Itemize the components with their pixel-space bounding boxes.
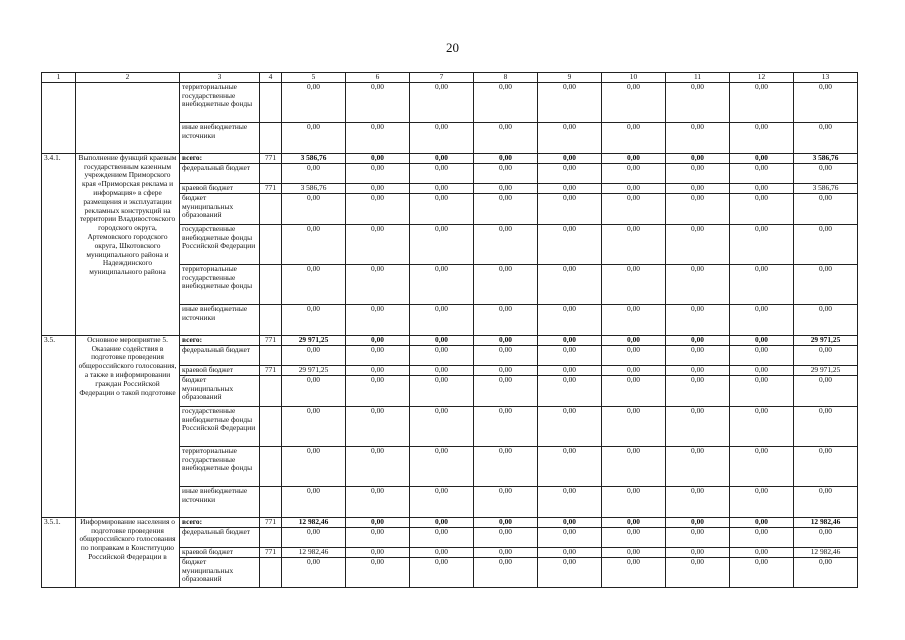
amount-cell: 0,00 [410, 224, 474, 264]
amount-cell: 12 982,46 [282, 547, 346, 557]
amount-cell: 0,00 [730, 153, 794, 163]
amount-cell: 0,00 [282, 304, 346, 335]
amount-cell: 0,00 [666, 193, 730, 224]
budget-code: 771 [260, 153, 282, 163]
amount-cell: 0,00 [282, 82, 346, 122]
amount-cell: 0,00 [666, 304, 730, 335]
budget-code [260, 304, 282, 335]
amount-cell: 12 982,46 [794, 517, 858, 527]
amount-cell: 0,00 [346, 193, 410, 224]
column-header: 3 [180, 73, 260, 83]
amount-cell: 0,00 [346, 153, 410, 163]
amount-cell: 0,00 [602, 122, 666, 153]
amount-cell: 0,00 [730, 122, 794, 153]
amount-cell: 0,00 [410, 557, 474, 587]
column-header: 1 [42, 73, 76, 83]
column-header: 9 [538, 73, 602, 83]
amount-cell: 0,00 [282, 375, 346, 406]
amount-cell: 29 971,25 [282, 365, 346, 375]
item-description: Выполнение функций краевым государственным казенным учреждением Приморского края «Приморская реклама и информация» в сфере размещения и эксплуатации рекламных конструкций на территории Владивостокского городского округа, Артемовского городского округа, Шкотовского муниципального района и Надеждинского муниципального района [76, 153, 180, 335]
item-number: 3.5.1. [42, 517, 76, 587]
amount-cell: 0,00 [602, 375, 666, 406]
funding-source: федеральный бюджет [180, 345, 260, 365]
amount-cell: 0,00 [474, 264, 538, 304]
column-header: 10 [602, 73, 666, 83]
funding-source: бюджет муниципальных образований [180, 557, 260, 587]
amount-cell: 0,00 [538, 193, 602, 224]
table-row [42, 335, 858, 345]
amount-cell: 0,00 [474, 486, 538, 517]
amount-cell: 0,00 [794, 375, 858, 406]
amount-cell: 0,00 [538, 375, 602, 406]
amount-cell: 0,00 [410, 183, 474, 193]
amount-cell: 0,00 [346, 345, 410, 365]
amount-cell: 0,00 [794, 304, 858, 335]
amount-cell: 0,00 [602, 183, 666, 193]
amount-cell: 0,00 [538, 163, 602, 183]
funding-source: краевой бюджет [180, 183, 260, 193]
amount-cell: 0,00 [794, 82, 858, 122]
table-body [42, 73, 858, 588]
amount-cell: 0,00 [602, 224, 666, 264]
item-description: Основное мероприятие 5. Оказание содействия в подготовке проведения общероссийского голосования, а также в информировании граждан Российской Федерации о такой подготовке [76, 335, 180, 517]
funding-source: всего: [180, 517, 260, 527]
amount-cell: 0,00 [666, 153, 730, 163]
amount-cell: 0,00 [538, 183, 602, 193]
amount-cell: 0,00 [794, 345, 858, 365]
amount-cell: 0,00 [538, 406, 602, 446]
amount-cell: 0,00 [410, 122, 474, 153]
amount-cell: 0,00 [730, 345, 794, 365]
budget-code [260, 345, 282, 365]
amount-cell: 0,00 [474, 345, 538, 365]
amount-cell: 0,00 [474, 153, 538, 163]
amount-cell: 0,00 [410, 486, 474, 517]
amount-cell: 0,00 [282, 406, 346, 446]
budget-code [260, 486, 282, 517]
amount-cell: 0,00 [346, 517, 410, 527]
amount-cell: 0,00 [730, 406, 794, 446]
amount-cell: 0,00 [474, 406, 538, 446]
budget-code [260, 224, 282, 264]
amount-cell: 0,00 [730, 547, 794, 557]
amount-cell: 0,00 [282, 122, 346, 153]
amount-cell: 0,00 [538, 82, 602, 122]
amount-cell: 0,00 [602, 557, 666, 587]
amount-cell: 0,00 [282, 163, 346, 183]
amount-cell: 0,00 [666, 224, 730, 264]
amount-cell: 0,00 [474, 163, 538, 183]
column-header: 7 [410, 73, 474, 83]
funding-source: федеральный бюджет [180, 163, 260, 183]
amount-cell: 0,00 [666, 547, 730, 557]
item-number: 3.5. [42, 335, 76, 517]
funding-source: иные внебюджетные источники [180, 122, 260, 153]
amount-cell: 0,00 [666, 527, 730, 547]
amount-cell: 0,00 [346, 365, 410, 375]
budget-code [260, 163, 282, 183]
amount-cell: 3 586,76 [282, 183, 346, 193]
amount-cell: 0,00 [794, 264, 858, 304]
amount-cell: 0,00 [730, 183, 794, 193]
amount-cell: 0,00 [730, 82, 794, 122]
amount-cell: 0,00 [666, 335, 730, 345]
amount-cell: 0,00 [346, 547, 410, 557]
amount-cell: 0,00 [346, 304, 410, 335]
funding-source: иные внебюджетные источники [180, 304, 260, 335]
budget-code [260, 406, 282, 446]
amount-cell: 0,00 [410, 264, 474, 304]
amount-cell: 0,00 [282, 224, 346, 264]
column-header-row [42, 73, 858, 83]
amount-cell: 0,00 [474, 335, 538, 345]
amount-cell: 0,00 [474, 122, 538, 153]
funding-source: государственные внебюджетные фонды Российской Федерации [180, 406, 260, 446]
amount-cell: 0,00 [666, 446, 730, 486]
amount-cell: 0,00 [602, 82, 666, 122]
amount-cell: 0,00 [410, 193, 474, 224]
amount-cell: 0,00 [666, 486, 730, 517]
budget-table [41, 72, 858, 588]
amount-cell: 0,00 [538, 557, 602, 587]
amount-cell: 0,00 [794, 163, 858, 183]
amount-cell: 12 982,46 [282, 517, 346, 527]
item-number [42, 82, 76, 153]
amount-cell: 0,00 [730, 557, 794, 587]
amount-cell: 0,00 [730, 365, 794, 375]
amount-cell: 0,00 [282, 557, 346, 587]
funding-source: иные внебюджетные источники [180, 486, 260, 517]
funding-source: всего: [180, 335, 260, 345]
amount-cell: 0,00 [730, 486, 794, 517]
amount-cell: 0,00 [410, 406, 474, 446]
amount-cell: 0,00 [474, 446, 538, 486]
amount-cell: 0,00 [666, 517, 730, 527]
amount-cell: 0,00 [730, 193, 794, 224]
amount-cell: 0,00 [730, 335, 794, 345]
amount-cell: 0,00 [538, 527, 602, 547]
amount-cell: 0,00 [602, 486, 666, 517]
budget-code [260, 122, 282, 153]
amount-cell: 0,00 [410, 163, 474, 183]
funding-source: всего: [180, 153, 260, 163]
amount-cell: 0,00 [474, 304, 538, 335]
amount-cell: 0,00 [794, 557, 858, 587]
table-row [42, 82, 858, 122]
amount-cell: 0,00 [602, 335, 666, 345]
funding-source: федеральный бюджет [180, 527, 260, 547]
budget-code: 771 [260, 335, 282, 345]
amount-cell: 29 971,25 [794, 335, 858, 345]
amount-cell: 0,00 [602, 153, 666, 163]
amount-cell: 12 982,46 [794, 547, 858, 557]
amount-cell: 0,00 [346, 224, 410, 264]
amount-cell: 0,00 [730, 304, 794, 335]
amount-cell: 0,00 [538, 335, 602, 345]
budget-code [260, 446, 282, 486]
amount-cell: 0,00 [794, 527, 858, 547]
budget-code [260, 557, 282, 587]
amount-cell: 0,00 [730, 224, 794, 264]
budget-code: 771 [260, 547, 282, 557]
budget-code [260, 193, 282, 224]
amount-cell: 0,00 [794, 193, 858, 224]
amount-cell: 0,00 [282, 264, 346, 304]
column-header: 8 [474, 73, 538, 83]
amount-cell: 0,00 [282, 486, 346, 517]
amount-cell: 0,00 [538, 224, 602, 264]
amount-cell: 0,00 [474, 557, 538, 587]
funding-source: территориальные государственные внебюджетные фонды [180, 82, 260, 122]
amount-cell: 0,00 [282, 345, 346, 365]
amount-cell: 0,00 [346, 527, 410, 547]
amount-cell: 0,00 [666, 557, 730, 587]
amount-cell: 0,00 [282, 193, 346, 224]
column-header: 6 [346, 73, 410, 83]
amount-cell: 0,00 [410, 304, 474, 335]
amount-cell: 0,00 [538, 264, 602, 304]
amount-cell: 0,00 [410, 547, 474, 557]
amount-cell: 0,00 [410, 446, 474, 486]
amount-cell: 0,00 [666, 82, 730, 122]
amount-cell: 0,00 [410, 517, 474, 527]
amount-cell: 0,00 [410, 345, 474, 365]
amount-cell: 0,00 [602, 365, 666, 375]
column-header: 11 [666, 73, 730, 83]
budget-code: 771 [260, 183, 282, 193]
amount-cell: 0,00 [538, 365, 602, 375]
amount-cell: 0,00 [410, 82, 474, 122]
amount-cell: 0,00 [666, 406, 730, 446]
column-header: 4 [260, 73, 282, 83]
amount-cell: 0,00 [474, 375, 538, 406]
budget-code [260, 375, 282, 406]
amount-cell: 0,00 [666, 163, 730, 183]
amount-cell: 0,00 [666, 264, 730, 304]
amount-cell: 0,00 [410, 375, 474, 406]
amount-cell: 0,00 [474, 224, 538, 264]
amount-cell: 0,00 [346, 264, 410, 304]
amount-cell: 0,00 [538, 345, 602, 365]
amount-cell: 0,00 [538, 446, 602, 486]
amount-cell: 0,00 [538, 517, 602, 527]
amount-cell: 0,00 [602, 446, 666, 486]
amount-cell: 0,00 [346, 406, 410, 446]
budget-code [260, 82, 282, 122]
amount-cell: 0,00 [346, 82, 410, 122]
amount-cell: 3 586,76 [794, 183, 858, 193]
budget-code [260, 264, 282, 304]
amount-cell: 0,00 [346, 486, 410, 517]
amount-cell: 0,00 [730, 264, 794, 304]
column-header: 2 [76, 73, 180, 83]
amount-cell: 0,00 [730, 446, 794, 486]
amount-cell: 0,00 [474, 365, 538, 375]
amount-cell: 0,00 [666, 183, 730, 193]
amount-cell: 0,00 [666, 375, 730, 406]
funding-source: бюджет муниципальных образований [180, 375, 260, 406]
funding-source: территориальные государственные внебюджетные фонды [180, 446, 260, 486]
amount-cell: 0,00 [346, 557, 410, 587]
amount-cell: 0,00 [474, 82, 538, 122]
amount-cell: 0,00 [474, 517, 538, 527]
funding-source: государственные внебюджетные фонды Российской Федерации [180, 224, 260, 264]
amount-cell: 0,00 [794, 406, 858, 446]
amount-cell: 0,00 [410, 153, 474, 163]
funding-source: краевой бюджет [180, 365, 260, 375]
amount-cell: 0,00 [794, 486, 858, 517]
amount-cell: 0,00 [346, 163, 410, 183]
amount-cell: 0,00 [346, 375, 410, 406]
amount-cell: 0,00 [346, 183, 410, 193]
table-row [42, 153, 858, 163]
funding-source: территориальные государственные внебюджетные фонды [180, 264, 260, 304]
amount-cell: 0,00 [602, 163, 666, 183]
table-row [42, 517, 858, 527]
item-description: Информирование населения о подготовке проведения общероссийского голосования по поправкам в Конституцию Российской Федерации в [76, 517, 180, 587]
amount-cell: 0,00 [282, 446, 346, 486]
amount-cell: 0,00 [474, 547, 538, 557]
amount-cell: 0,00 [602, 345, 666, 365]
amount-cell: 0,00 [346, 335, 410, 345]
amount-cell: 0,00 [474, 527, 538, 547]
budget-code: 771 [260, 517, 282, 527]
amount-cell: 0,00 [410, 335, 474, 345]
amount-cell: 0,00 [474, 193, 538, 224]
amount-cell: 0,00 [602, 193, 666, 224]
item-number: 3.4.1. [42, 153, 76, 335]
amount-cell: 29 971,25 [282, 335, 346, 345]
amount-cell: 0,00 [538, 122, 602, 153]
amount-cell: 0,00 [538, 304, 602, 335]
budget-code [260, 527, 282, 547]
amount-cell: 0,00 [730, 163, 794, 183]
amount-cell: 0,00 [794, 446, 858, 486]
amount-cell: 0,00 [538, 153, 602, 163]
amount-cell: 0,00 [282, 527, 346, 547]
budget-code: 771 [260, 365, 282, 375]
amount-cell: 0,00 [474, 183, 538, 193]
amount-cell: 0,00 [794, 224, 858, 264]
amount-cell: 3 586,76 [282, 153, 346, 163]
amount-cell: 0,00 [410, 527, 474, 547]
amount-cell: 3 586,76 [794, 153, 858, 163]
amount-cell: 0,00 [730, 375, 794, 406]
page-number: 20 [446, 40, 459, 55]
amount-cell: 0,00 [538, 486, 602, 517]
amount-cell: 0,00 [794, 122, 858, 153]
column-header: 5 [282, 73, 346, 83]
amount-cell: 0,00 [730, 527, 794, 547]
amount-cell: 0,00 [410, 365, 474, 375]
amount-cell: 0,00 [346, 446, 410, 486]
amount-cell: 0,00 [666, 365, 730, 375]
funding-source: бюджет муниципальных образований [180, 193, 260, 224]
amount-cell: 0,00 [730, 517, 794, 527]
amount-cell: 0,00 [538, 547, 602, 557]
amount-cell: 0,00 [602, 527, 666, 547]
funding-source: краевой бюджет [180, 547, 260, 557]
amount-cell: 0,00 [602, 547, 666, 557]
amount-cell: 0,00 [346, 122, 410, 153]
amount-cell: 0,00 [602, 406, 666, 446]
amount-cell: 0,00 [666, 122, 730, 153]
column-header: 12 [730, 73, 794, 83]
amount-cell: 0,00 [666, 345, 730, 365]
item-description [76, 82, 180, 153]
column-header: 13 [794, 73, 858, 83]
amount-cell: 0,00 [602, 304, 666, 335]
amount-cell: 29 971,25 [794, 365, 858, 375]
amount-cell: 0,00 [602, 517, 666, 527]
amount-cell: 0,00 [602, 264, 666, 304]
